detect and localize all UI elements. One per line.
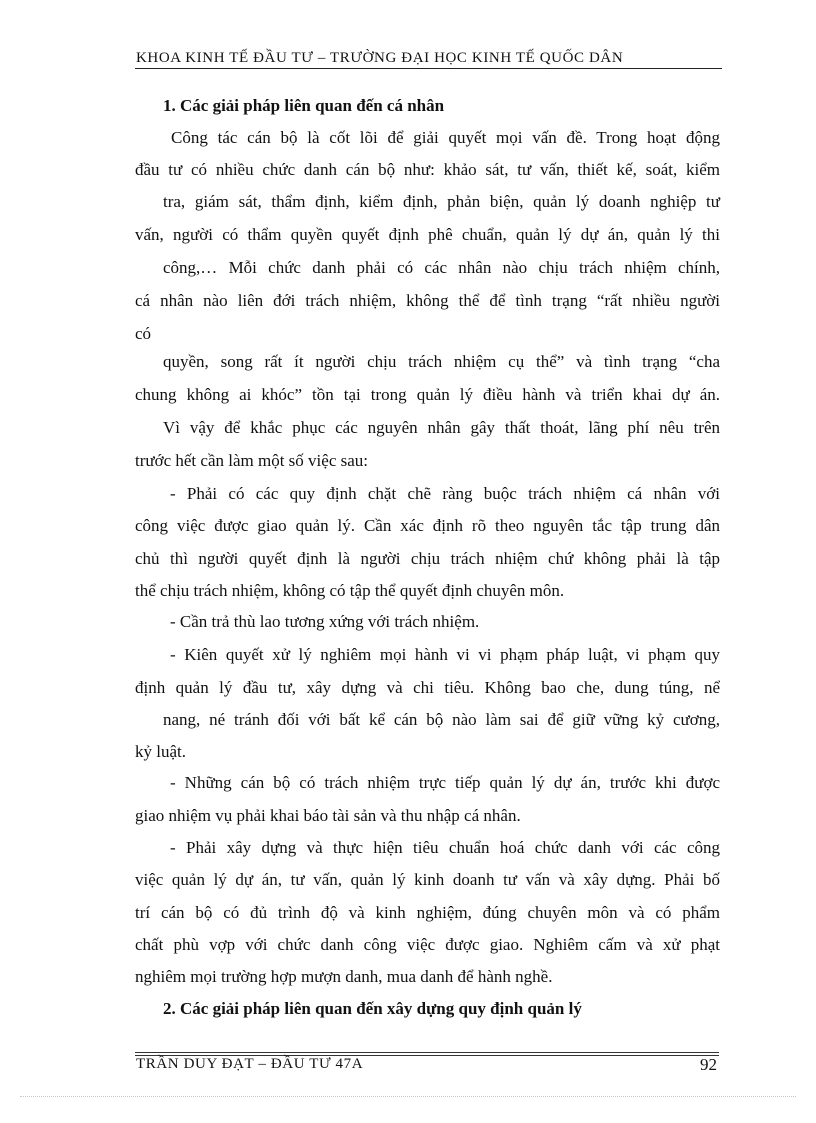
text-line: chủ thì người quyết định là người chịu trách nhiệm chứ không phải là tập [135, 549, 720, 568]
text-line: Vì vậy để khắc phục các nguyên nhân gây thất thoát, lãng phí nêu trên [163, 418, 720, 437]
text-line: chất phù vợp với chức danh công việc được giao. Nghiêm cấm và xử phạt [135, 935, 720, 954]
text-line: công,… Mỗi chức danh phải có các nhân nào chịu trách nhiệm chính, [163, 258, 720, 277]
text-line: nang, né tránh đối với bất kể cán bộ nào làm sai để giữ vững kỷ cương, [163, 710, 720, 729]
text-line: trí cán bộ có đủ trình độ và kinh nghiệm, đúng chuyên môn và có phẩm [135, 903, 720, 922]
section-heading-2: 2. Các giải pháp liên quan đến xây dựng quy định quản lý [163, 999, 582, 1018]
text-line: trước hết cần làm một số việc sau: [135, 451, 368, 470]
page-number: 92 [700, 1055, 717, 1074]
text-line: nghiêm mọi trường hợp mượn danh, mua danh để hành nghề. [135, 967, 553, 986]
header-rule [135, 68, 722, 69]
text-line: - Phải xây dựng và thực hiện tiêu chuẩn hoá chức danh với các công [170, 838, 720, 857]
text-line: công việc được giao quản lý. Cần xác định rõ theo nguyên tắc tập trung dân [135, 516, 720, 535]
text-line: vấn, người có thẩm quyền quyết định phê chuẩn, quản lý dự án, quản lý thi [135, 225, 720, 244]
text-line: - Cần trả thù lao tương xứng với trách nhiệm. [170, 612, 480, 631]
text-line: đầu tư có nhiều chức danh cán bộ như: khảo sát, tư vấn, thiết kế, soát, kiểm [135, 160, 720, 179]
text-line: tra, giám sát, thẩm định, kiểm định, phản biện, quản lý doanh nghiệp tư [163, 192, 720, 211]
text-line: - Những cán bộ có trách nhiệm trực tiếp quản lý dự án, trước khi được [170, 773, 720, 792]
text-line: - Kiên quyết xử lý nghiêm mọi hành vi vi phạm pháp luật, vi phạm quy [170, 645, 720, 664]
text-line: - Phải có các quy định chặt chẽ ràng buộc trách nhiệm cá nhân với [170, 484, 720, 503]
page-header: KHOA KINH TẾ ĐẦU TƯ – TRƯỜNG ĐẠI HỌC KINH TẾ QUỐC DÂN [136, 50, 624, 66]
text-line: thể chịu trách nhiệm, không có tập thể quyết định chuyên môn. [135, 581, 565, 600]
page-bottom-divider [20, 1096, 796, 1097]
text-line: quyền, song rất ít người chịu trách nhiệm cụ thể” và tình trạng “cha [163, 352, 720, 371]
footer-rule [135, 1052, 719, 1053]
text-line: giao nhiệm vụ phải khai báo tài sản và thu nhập cá nhân. [135, 806, 521, 825]
text-line: định quản lý đầu tư, xây dựng và chi tiêu. Không bao che, dung túng, nể [135, 678, 720, 697]
text-line: Công tác cán bộ là cốt lõi để giải quyết mọi vấn đề. Trong hoạt động [171, 128, 720, 147]
text-line: cá nhân nào liên đới trách nhiệm, không thể để tình trạng “rất nhiều người [135, 291, 720, 310]
text-line: chung không ai khóc” tồn tại trong quản lý điều hành và triển khai dự án. [135, 385, 720, 404]
text-line: việc quản lý dự án, tư vấn, quản lý kinh doanh tư vấn và xây dựng. Phải bố [135, 870, 720, 889]
footer-author: TRẦN DUY ĐẠT – ĐẦU TƯ 47A [136, 1056, 364, 1072]
text-line: có [135, 324, 152, 343]
section-heading-1: 1. Các giải pháp liên quan đến cá nhân [163, 96, 445, 115]
text-line: kỷ luật. [135, 742, 186, 761]
